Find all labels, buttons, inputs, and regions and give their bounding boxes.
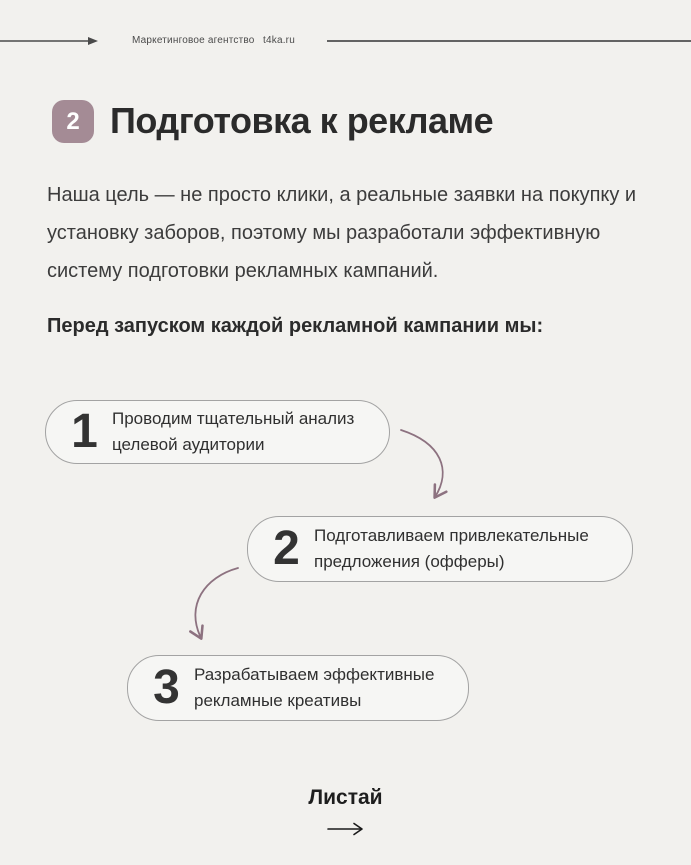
step-item-3 bbox=[127, 655, 469, 721]
step-number: 1 bbox=[71, 405, 97, 458]
section-number: 2 bbox=[66, 107, 80, 135]
curved-arrow-step1-to-step2 bbox=[401, 430, 443, 497]
arrow-right-icon bbox=[0, 34, 102, 48]
step-item-2 bbox=[247, 516, 633, 582]
step-text: Подготавливаем привлекательные предложения (офферы) bbox=[314, 526, 589, 571]
step-text: Проводим тщательный анализ целевой аудитории bbox=[112, 409, 355, 454]
divider-line bbox=[327, 40, 691, 42]
page-title: Подготовка к рекламе bbox=[110, 100, 494, 141]
intro-paragraph: Наша цель — не просто клики, а реальные заявки на покупку и установку заборов, поэтому мы разработали эффективную систему подготовки рекламных кампаний. bbox=[47, 184, 637, 282]
step-text: Разрабатываем эффективные рекламные креативы bbox=[194, 665, 435, 710]
swipe-label: Листай bbox=[308, 786, 383, 809]
swipe-arrow-icon bbox=[325, 821, 367, 837]
site-url-label: t4ka.ru bbox=[263, 35, 295, 46]
subheading: Перед запуском каждой рекламной кампании мы: bbox=[47, 315, 544, 337]
section-number-badge bbox=[52, 100, 94, 143]
curved-arrow-step2-to-step3 bbox=[195, 568, 238, 638]
step-item-1 bbox=[45, 400, 390, 464]
step-number: 2 bbox=[273, 522, 299, 575]
step-number: 3 bbox=[153, 661, 179, 714]
agency-label: Маркетинговое агентство bbox=[132, 35, 255, 46]
